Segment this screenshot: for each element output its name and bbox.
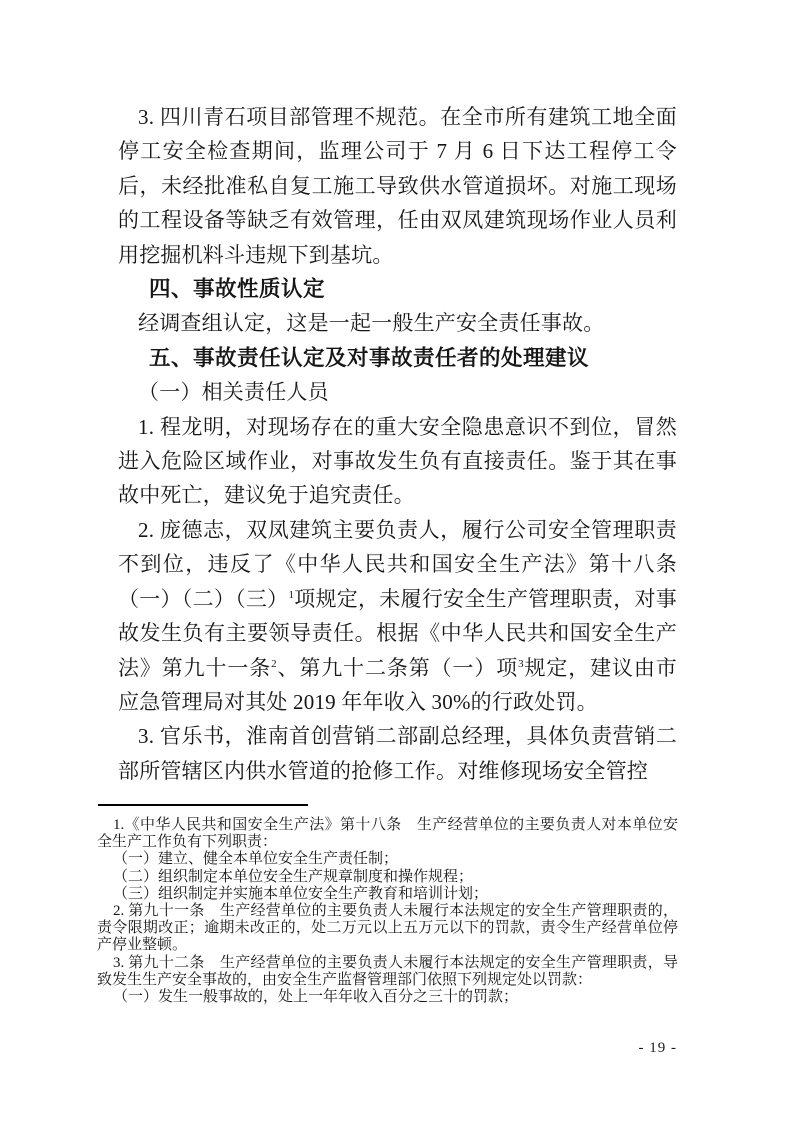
section-heading <box>118 272 677 306</box>
footnote-reference-marker: 1 <box>288 588 295 601</box>
text-run: （一）建立、健全本单位安全生产责任制； <box>113 851 399 868</box>
text-run: 规定，建议由市应急管理局对其处 2019 年年收入 30%的行政处罚。 <box>118 655 677 714</box>
paragraph <box>97 903 678 955</box>
text-run: 3. 四川青石项目部管理不规范。在全市所有建筑工地全面停工安全检查期间，监理公司于 7 月 6 日下达工程停工令后，未经批准私自复工施工导致供水管道损坏。对施工现场的工程设备等缺乏有效管理，任由双凤建筑现场作业人员利用挖掘机料斗违规下到基坑。 <box>118 105 677 267</box>
text-run: （三）组织制定并实施本单位安全生产教育和培训计划； <box>113 885 489 902</box>
paragraph <box>118 100 677 272</box>
paragraph <box>97 851 678 868</box>
text-run: （一）发生一般事故的，处上一年年收入百分之三十的罚款； <box>113 989 519 1006</box>
text-run: （一）相关责任人员 <box>138 380 329 405</box>
footnote-reference-marker: 2 <box>271 657 277 670</box>
footnote-divider <box>98 804 308 806</box>
section-heading <box>118 341 677 375</box>
text-run: 1.《中华人民共和国安全生产法》第十八条 生产经营单位的主要负责人对本单位安全生产工作负有下列职责： <box>97 817 678 851</box>
text-run: 四、事故性质认定 <box>149 277 326 302</box>
paragraph <box>97 869 678 886</box>
text-run: （二）组织制定本单位安全生产规章制度和操作规程； <box>113 868 474 885</box>
paragraph <box>118 375 677 409</box>
text-run: 3. 官乐书，淮南首创营销二部副总经理，具体负责营销二部所管辖区内供水管道的抢修工作。对维修现场安全管控 <box>118 724 677 783</box>
footnote-reference-marker: 3 <box>518 657 524 670</box>
text-run: 经调查组认定，这是一起一般生产安全责任事故。 <box>138 311 605 336</box>
paragraph <box>118 513 677 719</box>
text-run: 五、事故责任认定及对事故责任者的处理建议 <box>149 345 590 370</box>
text-run: 2. 第九十一条 生产经营单位的主要负责人未履行本法规定的安全生产管理职责的，责令限期改正；逾期未改正的，处二万元以上五万元以下的罚款，责令生产经营单位停产停业整顿。 <box>97 903 678 954</box>
text-run: 、第九十二条第（一）项 <box>276 655 519 680</box>
document-body <box>118 100 677 788</box>
paragraph <box>97 817 678 851</box>
paragraph <box>118 719 677 788</box>
paragraph <box>118 410 677 513</box>
text-run: 2. 庞德志，双凤建筑主要负责人，履行公司安全管理职责不到位，违反了《中华人民共和国安全生产法》第十八条（一）（二）（三） <box>118 517 677 611</box>
paragraph <box>97 989 678 1006</box>
page-number: - 19 - <box>638 1040 677 1056</box>
paragraph <box>118 306 677 340</box>
text-run: 1. 程龙明，对现场存在的重大安全隐患意识不到位，冒然进入危险区域作业，对事故发生负有直接责任。鉴于其在事故中死亡，建议免于追究责任。 <box>118 414 677 508</box>
text-run: 3. 第九十二条 生产经营单位的主要负责人未履行本法规定的安全生产管理职责，导致发生生产安全事故的，由安全生产监督管理部门依照下列规定处以罚款： <box>97 954 678 988</box>
text-run: 项规定，未履行安全生产管理职责，对事故发生负有主要领导责任。根据《中华人民共和国安全生产法》第九十一条 <box>118 586 677 680</box>
paragraph <box>97 955 678 989</box>
footnotes-section <box>97 817 678 1006</box>
paragraph <box>97 886 678 903</box>
